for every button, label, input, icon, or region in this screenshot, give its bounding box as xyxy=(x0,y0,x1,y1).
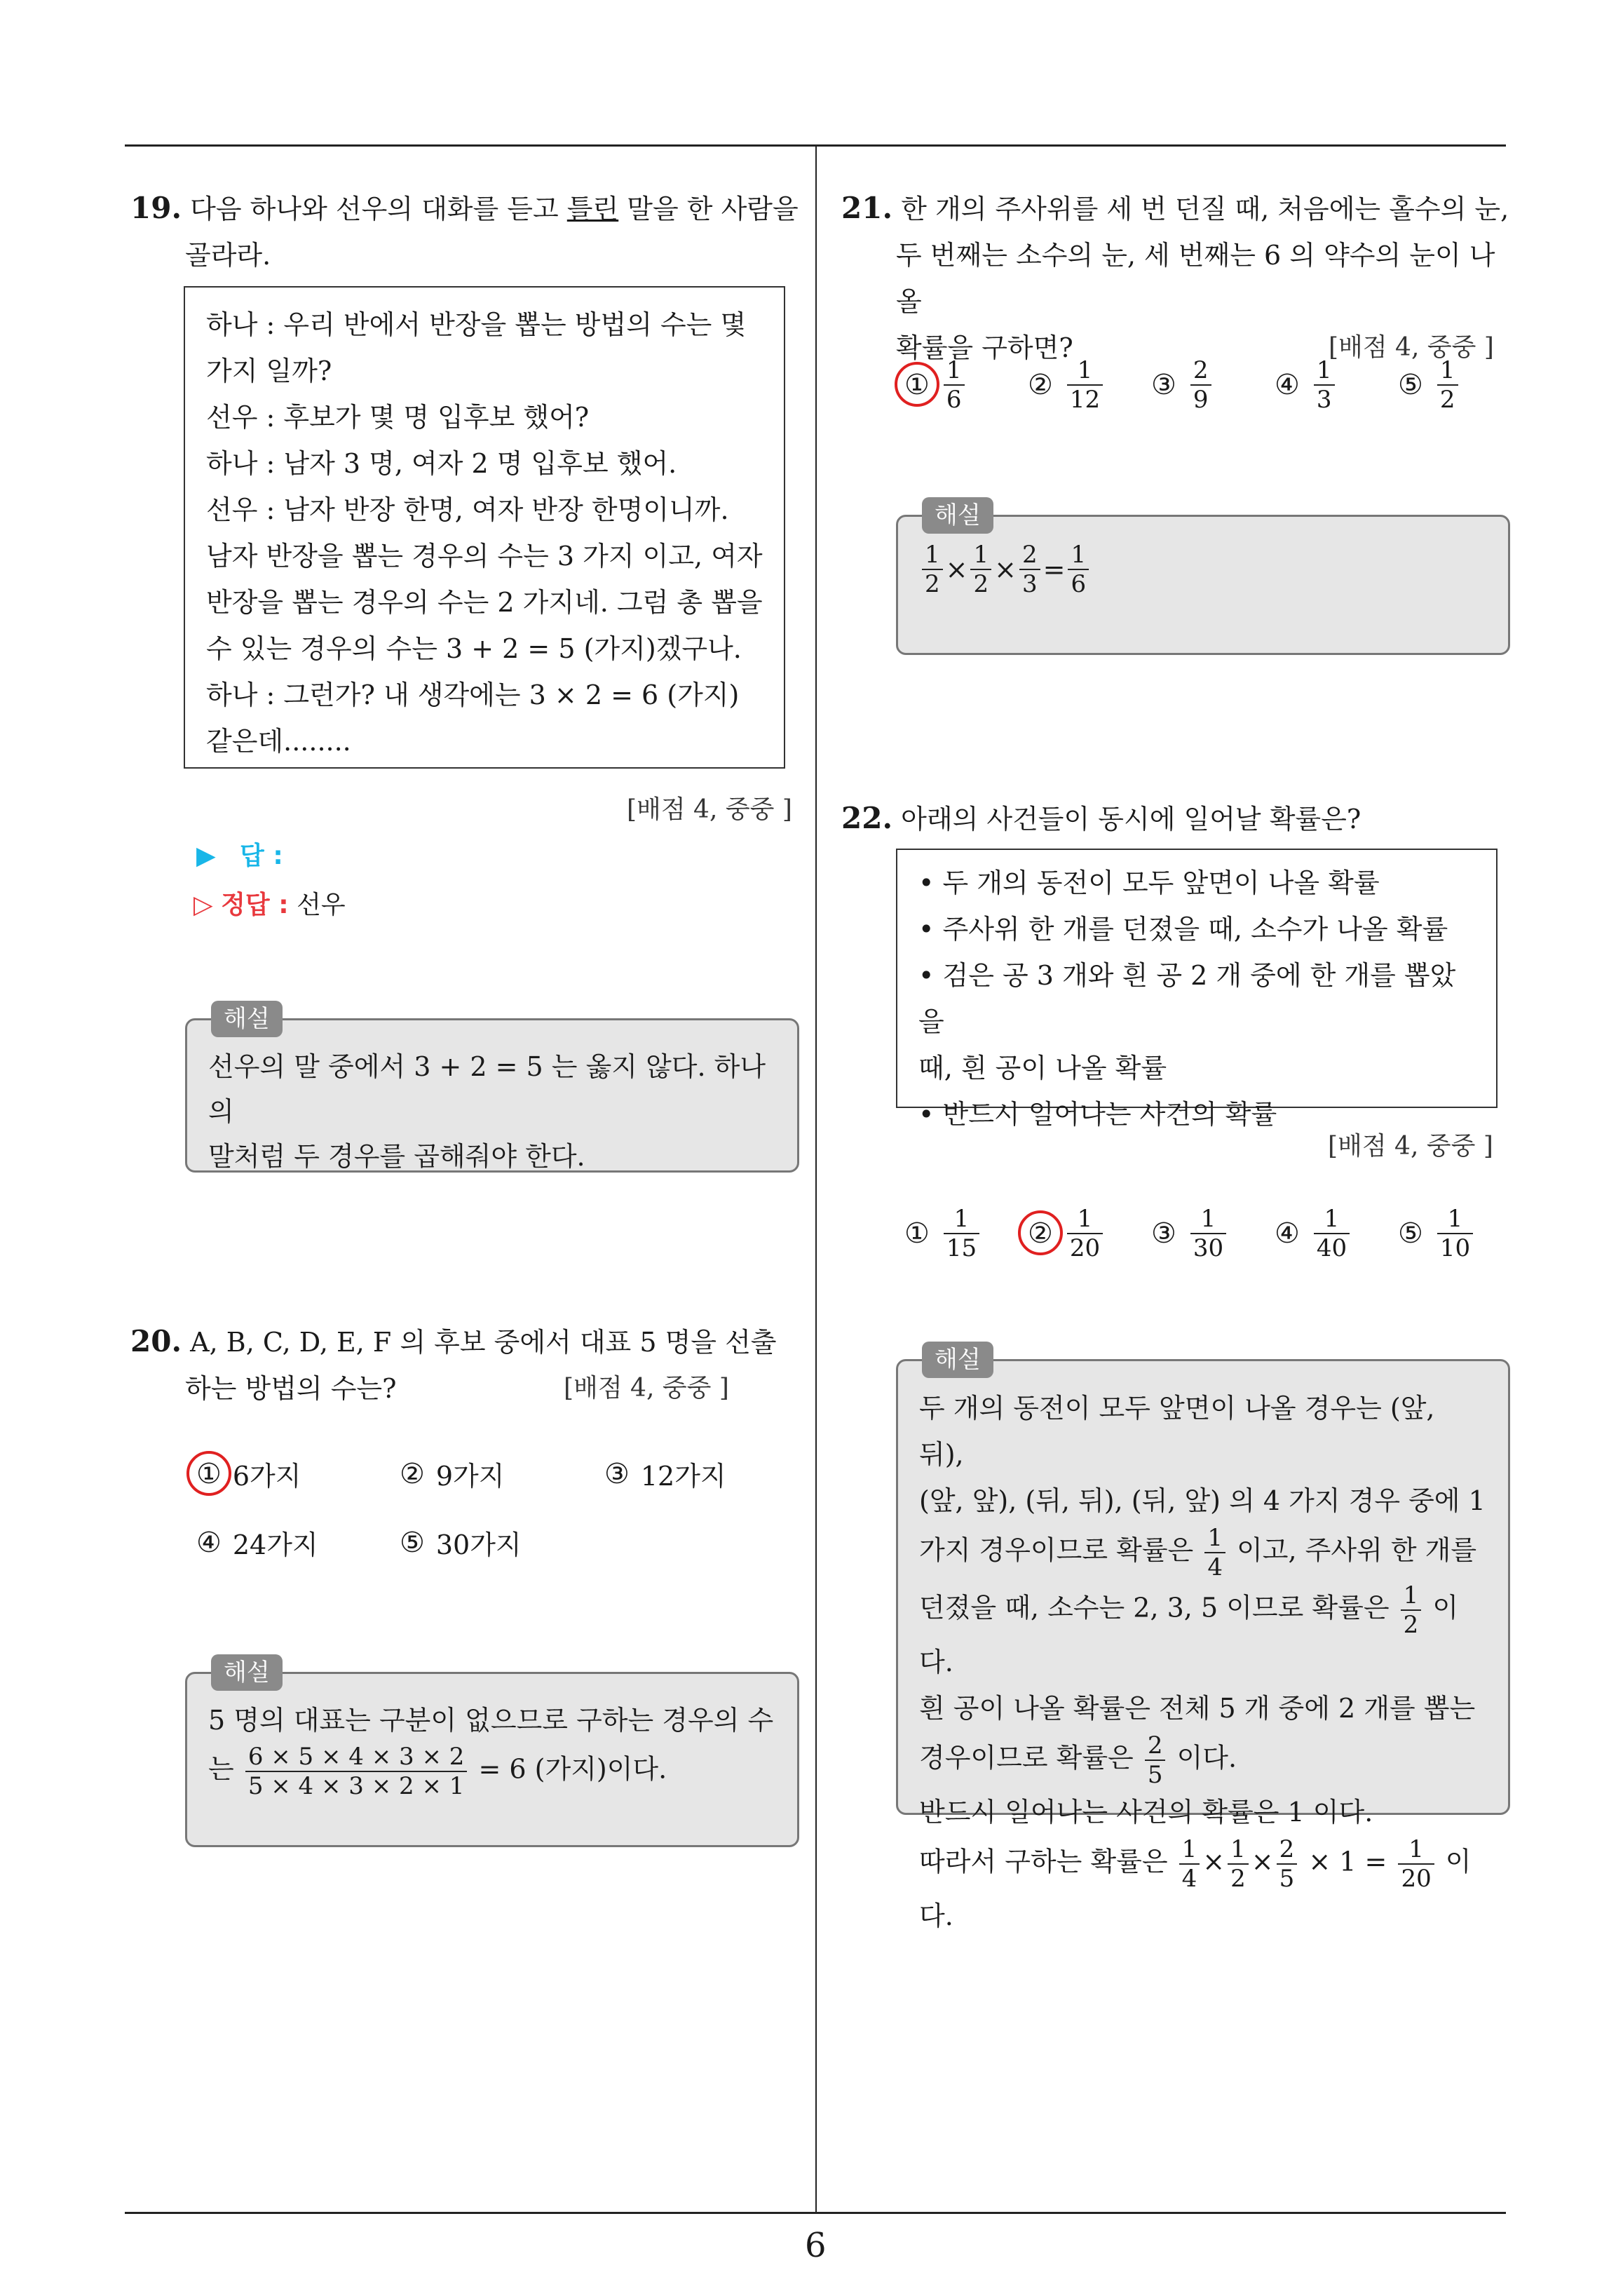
solution-tag: 해설 xyxy=(211,1654,283,1691)
answer-label: 답 : xyxy=(240,842,283,870)
choice-4[interactable]: ④ $\frac{1}{40}$ xyxy=(1275,1205,1352,1262)
solution-text: 선우의 말 중에서 3 + 2 = 5 는 옳지 않다. 하나의 xyxy=(208,1051,766,1127)
choice-5[interactable]: ⑤ $\frac{1}{2}$ xyxy=(1398,356,1461,414)
choice-number: ② xyxy=(1028,1217,1053,1250)
question-text: 다음 하나와 선우의 대화를 듣고 xyxy=(190,194,567,224)
score-meta: [배점 4, 중중 ] xyxy=(627,795,792,824)
solution-text: 두 개의 동전이 모두 앞면이 나올 경우는 (앞, 뒤), xyxy=(919,1393,1435,1470)
choice-1[interactable] xyxy=(196,1454,301,1493)
question-number: 21. xyxy=(841,191,893,225)
question-19 xyxy=(130,185,803,278)
choice-text: 24가지 xyxy=(232,1529,318,1560)
solution-box xyxy=(896,501,1510,655)
choice-2[interactable]: ② $\frac{1}{12}$ xyxy=(1028,356,1106,414)
choice-number: ④ xyxy=(1275,369,1300,401)
selected-circle-mark xyxy=(895,362,939,407)
question-text: 하는 방법의 수는? xyxy=(185,1373,397,1404)
question-22 xyxy=(841,795,1514,842)
question-text: 골라라. xyxy=(185,240,271,271)
solution-box xyxy=(896,1346,1510,1931)
choice-3[interactable] xyxy=(604,1454,726,1493)
triangle-outline-icon: ▷ xyxy=(193,891,213,919)
score-meta: [배점 4, 중중 ] xyxy=(1328,1132,1493,1161)
page-number: 6 xyxy=(805,2226,827,2265)
choice-number: ① xyxy=(196,1458,222,1490)
choice-5[interactable] xyxy=(400,1523,522,1562)
choice-2[interactable] xyxy=(400,1454,504,1493)
question-text: A, B, C, D, E, F 의 후보 중에서 대표 5 명을 선출 xyxy=(190,1327,777,1358)
choice-4[interactable] xyxy=(196,1523,318,1562)
answer-line xyxy=(196,836,283,872)
choice-number: ③ xyxy=(1151,1217,1176,1250)
solution-box xyxy=(185,1005,799,1173)
question-text: 확률을 구하면? xyxy=(896,332,1073,363)
choice-number: ④ xyxy=(196,1526,222,1559)
solution-tag: 해설 xyxy=(211,1001,283,1037)
choice-text: 30가지 xyxy=(435,1529,522,1560)
question-text: 두 번째는 소수의 눈, 세 번째는 6 의 약수의 눈이 나올 xyxy=(896,240,1495,317)
correct-value: 선우 xyxy=(297,891,346,919)
dialog-line: 가지 일까? xyxy=(206,356,332,386)
question-number: 20. xyxy=(130,1324,182,1358)
dialog-line: 하나 : 남자 3 명, 여자 2 명 입후보 했어. xyxy=(206,448,677,479)
question-text: 아래의 사건들이 동시에 일어날 확률은? xyxy=(901,804,1361,835)
dialog-line: 선우 : 후보가 몇 명 입후보 했어? xyxy=(206,402,590,433)
event-item: • 두 개의 동전이 모두 앞면이 나올 확률 xyxy=(918,867,1380,898)
event-item: • 검은 공 3 개와 흰 공 2 개 중에 한 개를 뽑았을 xyxy=(918,960,1456,1037)
choice-text: 12가지 xyxy=(640,1461,726,1492)
triangle-icon: ▶ xyxy=(196,842,216,870)
question-text: 말을 한 사람을 xyxy=(618,194,799,224)
column-divider xyxy=(815,144,817,2213)
correct-answer-line xyxy=(193,885,346,921)
choice-3[interactable]: ③ $\frac{1}{30}$ xyxy=(1151,1205,1229,1262)
event-item: • 주사위 한 개를 던졌을 때, 소수가 나올 확률 xyxy=(918,914,1448,945)
choice-3[interactable]: ③ $\frac{2}{9}$ xyxy=(1151,356,1214,414)
dialog-line: 같은데........ xyxy=(206,726,351,757)
selected-circle-mark xyxy=(186,1451,231,1496)
dialog-line: 반장을 뽑는 경우의 수는 2 가지네. 그럼 총 뽑을 xyxy=(206,587,763,618)
solution-text: 경우이므로 확률은 $\frac{2}{5}$ 이다. xyxy=(919,1731,1237,1789)
solution-text: 가지 경우이므로 확률은 $\frac{1}{4}$ 이고, 주사위 한 개를 xyxy=(919,1524,1477,1581)
solution-text: 던졌을 때, 소수는 2, 3, 5 이므로 확률은 $\frac{1}{2}$ 이다. xyxy=(919,1581,1459,1677)
choice-number: ③ xyxy=(604,1457,630,1490)
solution-text: 5 명의 대표는 구분이 없으므로 구하는 경우의 수 xyxy=(208,1705,774,1736)
question-text: 한 개의 주사위를 세 번 던질 때, 처음에는 홀수의 눈, xyxy=(901,194,1509,224)
choice-number: ④ xyxy=(1275,1217,1300,1250)
question-20 xyxy=(130,1318,803,1412)
choice-number: ① xyxy=(904,369,930,401)
dialog-line: 하나 : 우리 반에서 반장을 뽑는 방법의 수는 몇 xyxy=(206,309,747,340)
score-meta: [배점 4, 중중 ] xyxy=(564,1374,729,1403)
selected-circle-mark xyxy=(1018,1210,1063,1255)
dialog-box xyxy=(184,286,785,769)
choice-2[interactable]: ② $\frac{1}{20}$ xyxy=(1028,1205,1106,1262)
score-meta: [배점 4, 중중 ] xyxy=(1329,333,1494,362)
underlined-word: 틀린 xyxy=(566,194,619,224)
events-box xyxy=(896,849,1498,1130)
solution-box xyxy=(185,1659,799,1847)
dialog-line: 남자 반장을 뽑는 경우의 수는 3 가지 이고, 여자 xyxy=(206,541,763,572)
choice-number: ⑤ xyxy=(1398,369,1423,401)
solution-formula: $\frac{1}{2}$ × $\frac{1}{2}$ × $\frac{2}{3}$ = $\frac{1}{6}$ xyxy=(919,541,1487,598)
bottom-rule xyxy=(125,2212,1506,2214)
dialog-line: 선우 : 남자 반장 한명, 여자 반장 한명이니까. xyxy=(206,494,729,525)
choice-number: ③ xyxy=(1151,369,1176,401)
choice-number: ⑤ xyxy=(400,1526,425,1559)
choice-number: ① xyxy=(904,1217,930,1250)
choice-1[interactable]: ① $\frac{1}{15}$ xyxy=(904,1205,982,1262)
question-21 xyxy=(841,185,1514,371)
solution-formula: 따라서 구하는 확률은 $\frac{1}{4}$ × $\frac{1}{2}$ × $\frac{2}{5}$ × 1 = $\frac{1}{20}$ 이다. xyxy=(919,1835,1472,1931)
solution-text: 흰 공이 나올 확률은 전체 5 개 중에 2 개를 뽑는 xyxy=(919,1693,1476,1724)
choice-text: 6가지 xyxy=(232,1461,301,1492)
event-item: • 반드시 일어나는 사건의 확률 xyxy=(918,1099,1277,1130)
choice-1[interactable]: ① $\frac{1}{6}$ xyxy=(904,356,967,414)
solution-text: 말처럼 두 경우를 곱해줘야 한다. xyxy=(208,1141,585,1172)
solution-text: 반드시 일어나는 사건의 확률은 1 이다. xyxy=(919,1797,1373,1828)
question-number: 22. xyxy=(841,801,893,835)
choice-4[interactable]: ④ $\frac{1}{3}$ xyxy=(1275,356,1338,414)
solution-formula: 는 $\frac{6 \times 5 \times 4 \times 3 \times 2}{5 \times 4 \times 3 \times 2 \times 1}$ = 6 (가지)이다. xyxy=(208,1743,667,1800)
choice-text: 9가지 xyxy=(435,1461,505,1492)
solution-tag: 해설 xyxy=(922,497,993,534)
choice-5[interactable]: ⑤ $\frac{1}{10}$ xyxy=(1398,1205,1476,1262)
solution-text: (앞, 앞), (뒤, 뒤), (뒤, 앞) 의 4 가지 경우 중에 1 xyxy=(919,1485,1486,1516)
fraction: $\frac{6 \times 5 \times 4 \times 3 \times 2}{5 \times 4 \times 3 \times 2 \times 1}$ xyxy=(245,1743,468,1800)
choice-number: ② xyxy=(1028,369,1053,401)
choice-number: ② xyxy=(400,1457,425,1490)
dialog-line: 수 있는 경우의 수는 3 + 2 = 5 (가지)겠구나. xyxy=(206,633,742,664)
correct-label: 정답 : xyxy=(221,891,289,919)
dialog-line: 하나 : 그런가? 내 생각에는 3 × 2 = 6 (가지) xyxy=(206,680,740,710)
question-number: 19. xyxy=(130,191,182,225)
solution-tag: 해설 xyxy=(922,1342,993,1378)
event-item: 때, 흰 공이 나올 확률 xyxy=(918,1053,1167,1083)
choice-number: ⑤ xyxy=(1398,1217,1423,1250)
